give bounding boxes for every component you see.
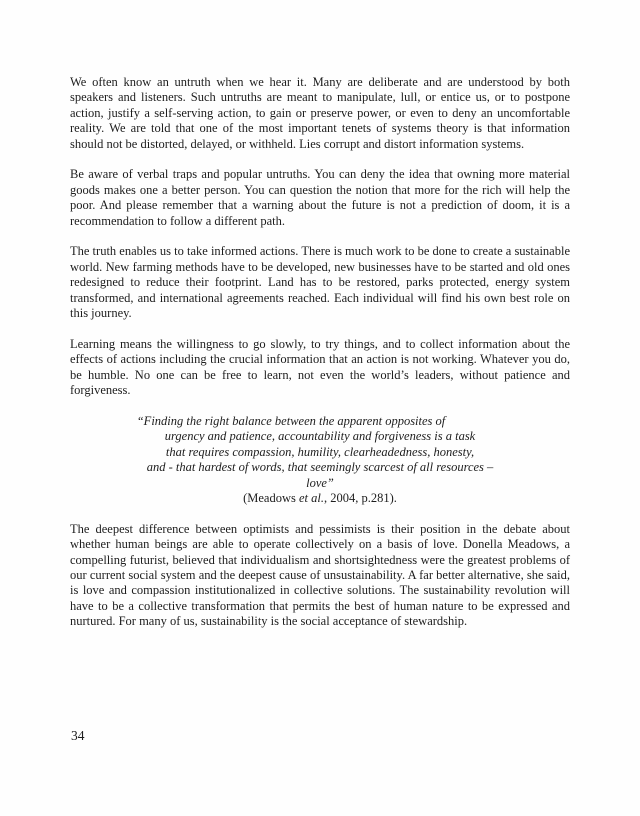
quote-line: urgency and patience, accountability and forgiveness is a task — [164, 429, 476, 444]
paragraph-truth-actions: The truth enables us to take informed actions. There is much work to be done to create a sustainable world. New farming methods have to be developed, new businesses have to be started and old ones redesigned to reduce their footprint. Land has to be restored, parks protected, energy system transformed, and international agreements reached. Each individual will find his own best role on this journey. — [70, 244, 570, 321]
page-number: 34 — [71, 728, 85, 743]
page-body-text — [70, 75, 570, 645]
block-quote — [70, 414, 570, 506]
citation-suffix: , 2004, p.281). — [323, 490, 397, 505]
paragraph-optimists-pessimists: The deepest difference between optimists and pessimists is their position in the debate about whether human beings are able to operate collectively on a basis of love. Donella Meadows, a compelling futurist, believed that individualism and shortsightedness were the greatest problems of our current social system and the deepest cause of unsustainability. A far better alternative, she said, is love and compassion institutionalized in collective solutions. The sustainability revolution will have to be a collective transformation that permits the best of human nature to be expressed and nurtured. For many of us, sustainability is the social acceptance of stewardship. — [70, 521, 570, 629]
citation-prefix: (Meadows — [243, 490, 299, 505]
paragraph-verbal-traps: Be aware of verbal traps and popular untruths. You can deny the idea that owning more material goods makes one a better person. You can question the notion that more for the rich will help the poor. And please remember that a warning about the future is not a prediction of doom, it is a recommendation to follow a different path. — [70, 167, 570, 228]
quote-line: love” — [306, 475, 334, 490]
paragraph-learning: Learning means the willingness to go slowly, to try things, and to collect information about the effects of actions including the crucial information that an action is not working. Whatever you do, be humble. No one can be free to learn, not even the world’s leaders, without patience and forgiveness. — [70, 336, 570, 398]
quote-line: “Finding the right balance between the apparent opposites of — [136, 413, 446, 428]
quote-line: and - that hardest of words, that seemingly scarcest of all resources – — [146, 460, 494, 475]
quote-line: that requires compassion, humility, clearheadedness, honesty, — [165, 444, 475, 459]
paragraph-untruths: We often know an untruth when we hear it. Many are deliberate and are understood by both speakers and listeners. Such untruths are meant to manipulate, lull, or entice us, or to postpone action, justify a self-serving action, to gain or preserve power, or even to deny an uncomfortable reality. We are told that one of the most important tenets of systems theory is that information should not be distorted, delayed, or withheld. Lies corrupt and distort information systems. — [70, 75, 570, 151]
quote-citation — [80, 491, 560, 506]
citation-et-al: et al. — [298, 490, 324, 505]
